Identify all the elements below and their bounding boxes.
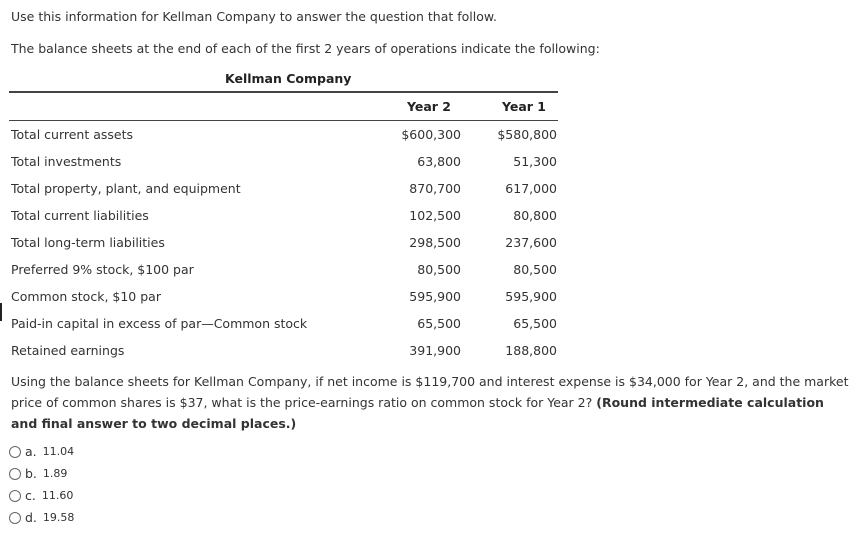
table-company-title: Kellman Company [225,71,352,86]
row-value-year-1: 595,900 [505,289,557,304]
row-value-year-1: 237,600 [505,235,557,250]
row-label: Total current assets [11,127,134,142]
option-value: 19.58 [42,511,75,524]
option-a[interactable] [9,444,74,459]
question-rounding-instruction: (Round intermediate calculation and final answer to two decimal places.) [11,395,824,431]
row-label: Common stock, $10 par [11,289,161,304]
row-value-year-1: 80,500 [513,262,557,277]
row-value-year-1: 188,800 [505,343,557,358]
row-label: Paid-in capital in excess of par—Common stock [11,316,308,331]
row-value-year-2: $600,300 [401,127,461,142]
option-letter: b. [25,466,37,481]
option-d[interactable] [9,510,74,525]
option-value: 11.60 [41,489,74,502]
option-letter: a. [25,444,37,459]
row-value-year-1: 65,500 [513,316,557,331]
option-c[interactable] [9,488,73,503]
row-value-year-1: 80,800 [513,208,557,223]
option-value: 11.04 [42,445,75,458]
lead-text: The balance sheets at the end of each of the first 2 years of operations indicate the following: [11,41,600,56]
left-edge-marker [0,303,2,321]
table-top-rule [9,91,558,93]
question-body: Using the balance sheets for Kellman Company, if net income is $119,700 and interest expense is $34,000 for Year 2, and the market price of common shares is $37, what is the price-earnings ratio on common stock for Year 2? [11,374,849,410]
row-value-year-2: 391,900 [409,343,461,358]
row-label: Total long-term liabilities [11,235,165,250]
row-value-year-2: 102,500 [409,208,461,223]
column-header-year-1: Year 1 [501,99,546,114]
option-b[interactable] [9,466,67,481]
row-label: Preferred 9% stock, $100 par [11,262,194,277]
radio-button-icon[interactable] [9,512,21,524]
row-label: Total current liabilities [11,208,149,223]
row-label: Retained earnings [11,343,125,358]
option-value: 1.89 [42,467,68,480]
intro-text: Use this information for Kellman Company to answer the question that follow. [11,9,497,24]
row-value-year-2: 80,500 [417,262,461,277]
row-value-year-2: 870,700 [409,181,461,196]
radio-button-icon[interactable] [9,490,21,502]
question-text [11,371,849,434]
radio-button-icon[interactable] [9,446,21,458]
row-value-year-2: 65,500 [417,316,461,331]
row-value-year-2: 595,900 [409,289,461,304]
option-letter: c. [25,488,36,503]
row-value-year-2: 298,500 [409,235,461,250]
radio-button-icon[interactable] [9,468,21,480]
row-value-year-1: 51,300 [513,154,557,169]
row-value-year-1: $580,800 [497,127,557,142]
option-letter: d. [25,510,37,525]
row-value-year-2: 63,800 [417,154,461,169]
column-header-year-2: Year 2 [406,99,451,114]
row-label: Total property, plant, and equipment [11,181,241,196]
row-value-year-1: 617,000 [505,181,557,196]
row-label: Total investments [11,154,122,169]
table-header-rule [9,120,558,121]
